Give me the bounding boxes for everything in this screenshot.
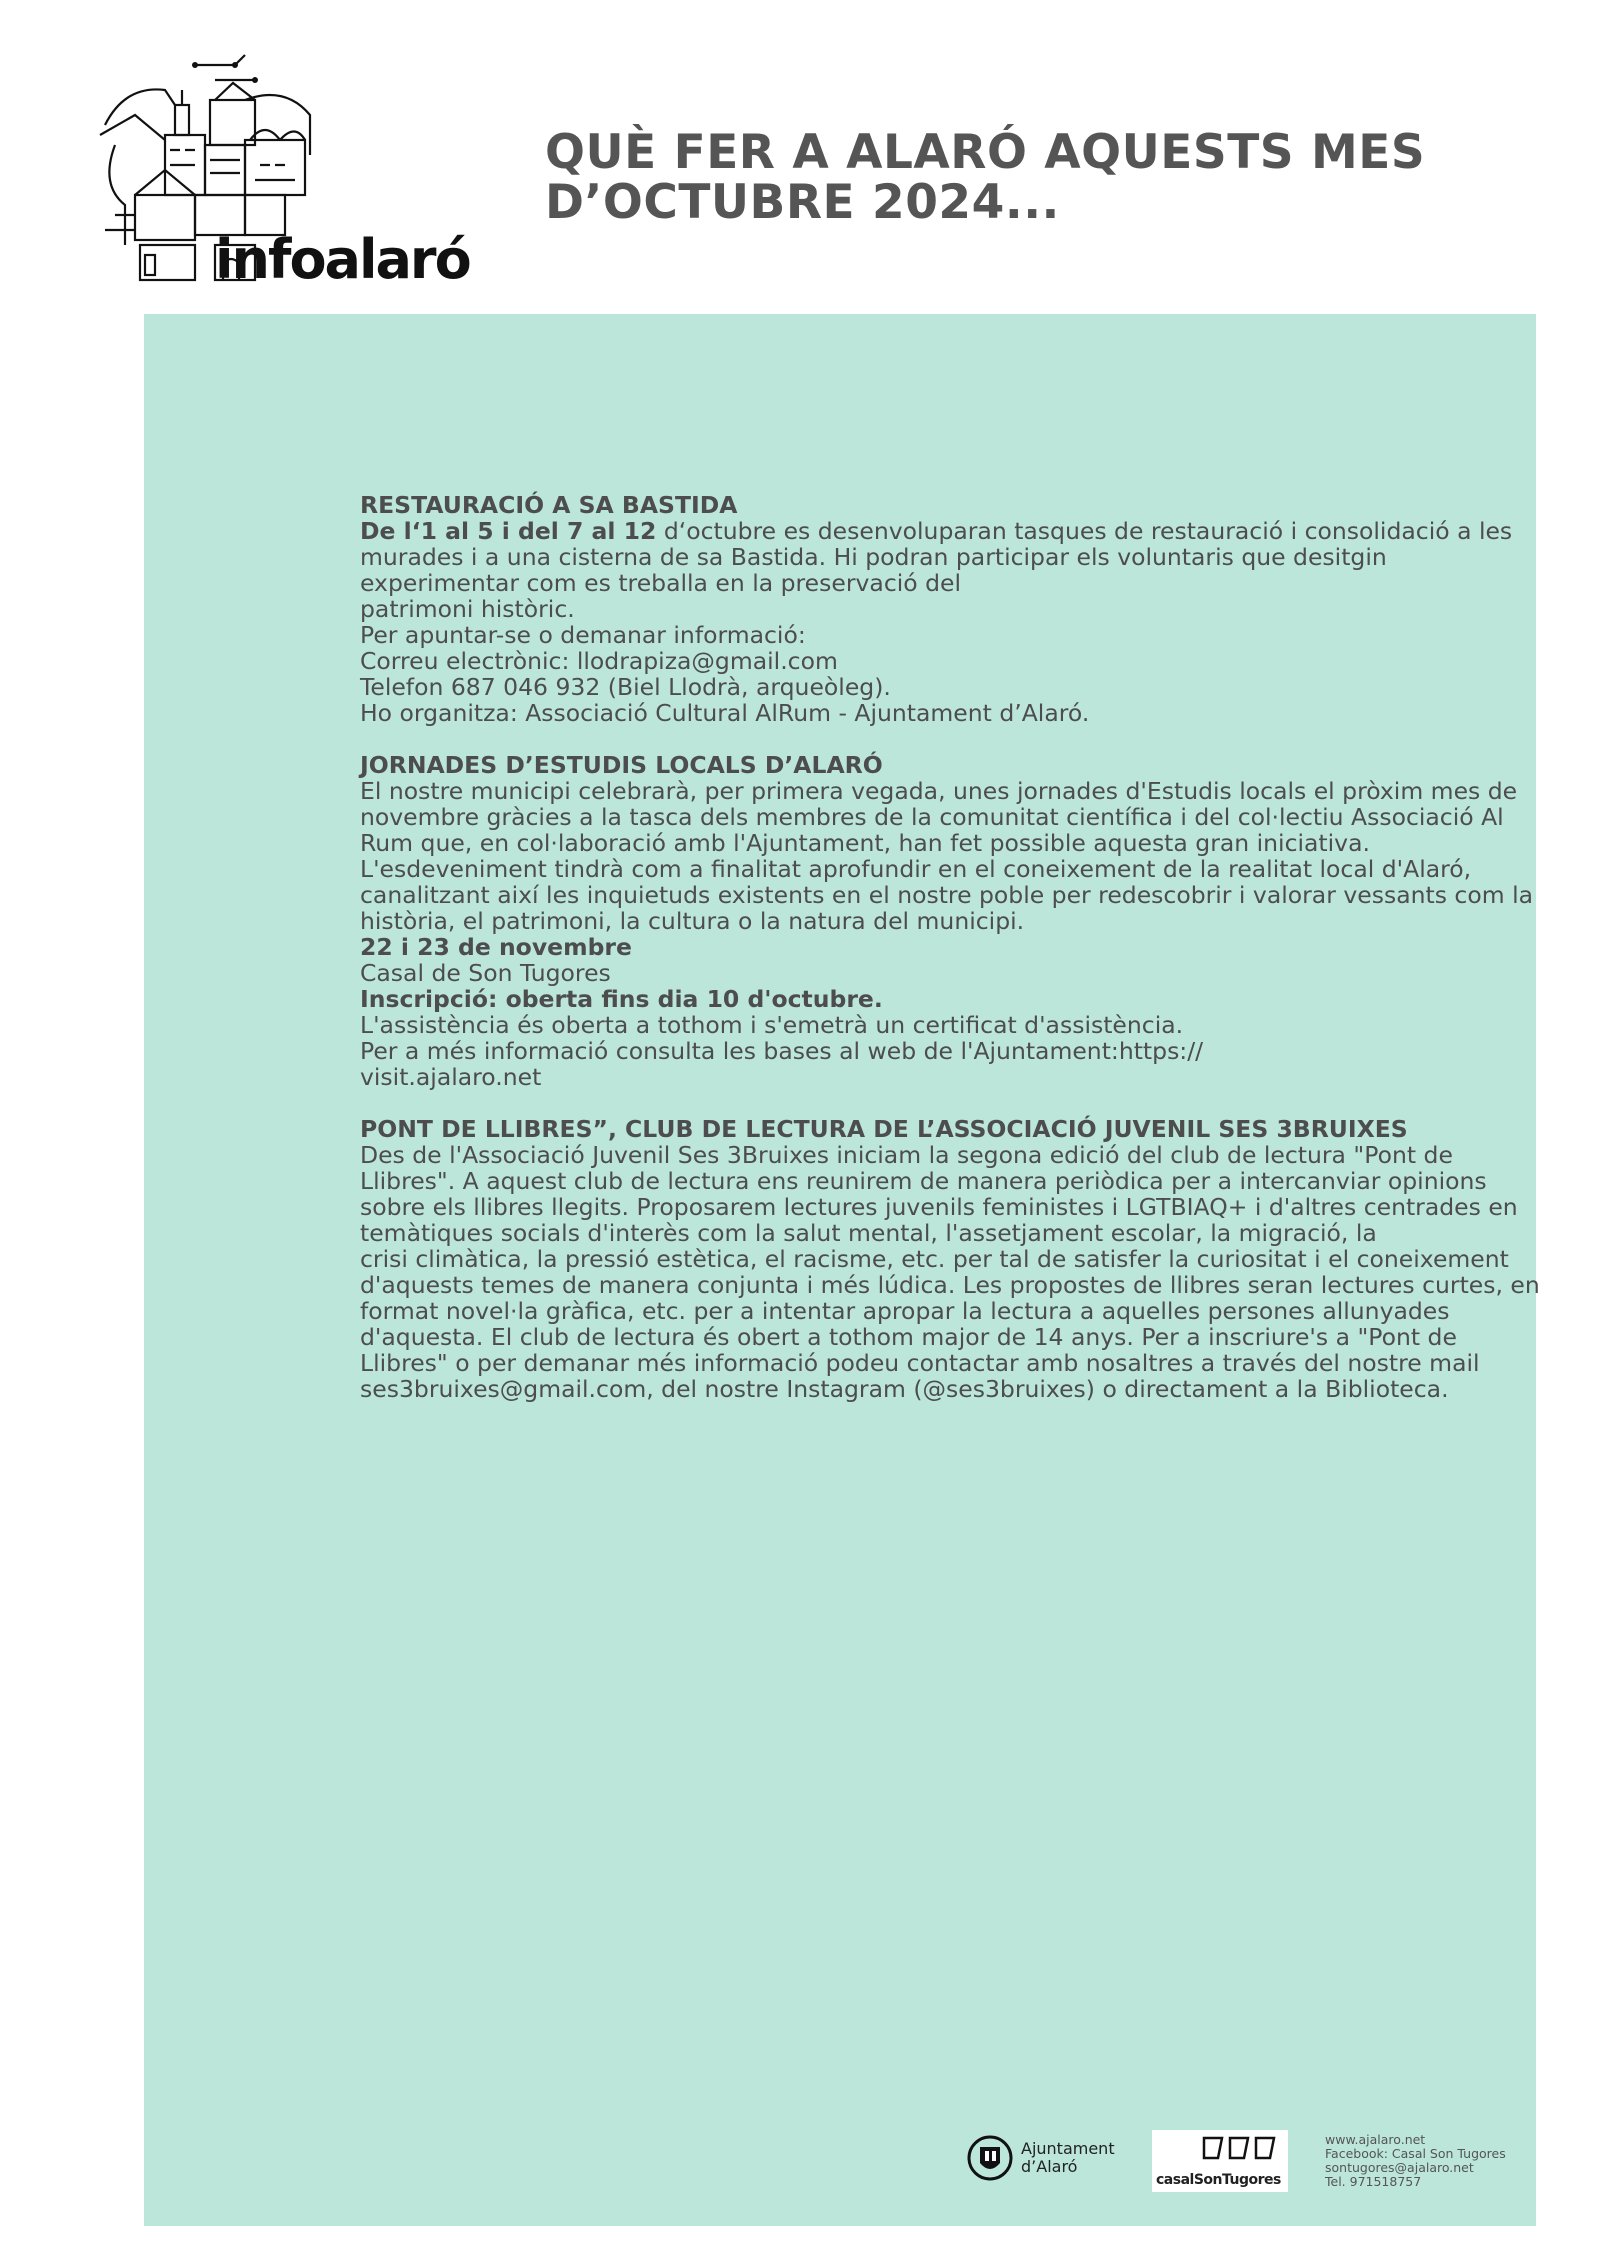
- event-description: [360, 518, 1540, 596]
- contact-web: www.ajalaro.net: [1325, 2132, 1426, 2147]
- event-organizer: Ho organitza: Associació Cultural AlRum - Ajuntament d’Alaró.: [360, 699, 1090, 727]
- event-text: d‘octubre es desenvoluparan tasques de restauració i consolidació a les murades i a una cisterna de sa Bastida. Hi podran participar els voluntaris que desitgin experimentar com es treballa en la preservació del: [360, 517, 1513, 597]
- event-text: Per a més informació consulta les bases al web de l'Ajuntament:https://: [360, 1037, 1204, 1065]
- page-title-line-2: D’OCTUBRE 2024...: [545, 175, 1060, 230]
- ajuntament-name: [1021, 2140, 1115, 2176]
- event-title: JORNADES D’ESTUDIS LOCALS D’ALARÓ: [360, 751, 883, 779]
- event-text: Des de l'Associació Juvenil Ses 3Bruixes iniciam la segona edició del club de lectura "Pont de Llibres". A aquest club de lectura ens reunirem de manera periòdica per a intercanviar opinions sobre els llibres llegits. Proposarem lectures juvenils feministes i LGTBIAQ+ i d'altres centrades en temàtiques socials d'interès com la salut mental, l'assetjament escolar, la migració, la: [360, 1141, 1518, 1247]
- event-text: L'assistència és oberta a tothom i s'emetrà un certificat d'assistència.: [360, 1011, 1184, 1039]
- contact-email: sontugores@ajalaro.net: [1325, 2160, 1474, 2175]
- event-registration: Inscripció: oberta fins dia 10 d'octubre.: [360, 985, 883, 1013]
- event-link: visit.ajalaro.net: [360, 1063, 542, 1091]
- event-restauracio: [360, 492, 1540, 726]
- event-jornades: [360, 752, 1540, 1090]
- ajuntament-name-line-2: d’Alaró: [1021, 2157, 1078, 2176]
- ajuntament-logo: [967, 2133, 1115, 2183]
- event-text: L'esdeveniment tindrà com a finalitat aprofundir en el coneixement de la realitat local d'Alaró, canalitzant així les inquietuds existents en el nostre poble per redescobrir i valorar vessants com la història, el patrimoni, la cultura o la natura del municipi.: [360, 855, 1534, 935]
- event-dates: De l‘1 al 5 i del 7 al 12: [360, 517, 657, 545]
- event-email: Correu electrònic: llodrapiza@gmail.com: [360, 647, 838, 675]
- ajuntament-name-line-1: Ajuntament: [1021, 2139, 1115, 2158]
- page-title-line-1: QUÈ FER A ALARÓ AQUESTS MES: [545, 125, 1426, 180]
- page-title: [545, 125, 1445, 230]
- event-date: 22 i 23 de novembre: [360, 933, 632, 961]
- casal-name: casalSonTugores: [1156, 2172, 1281, 2188]
- event-title: PONT DE LLIBRES”, CLUB DE LECTURA DE L’ASSOCIACIÓ JUVENIL SES 3BRUIXES: [360, 1115, 1408, 1143]
- event-text: patrimoni històric.: [360, 595, 575, 623]
- casal-mark-icon: [1152, 2132, 1288, 2166]
- infoalaro-logo: [95, 45, 470, 295]
- event-title: RESTAURACIÓ A SA BASTIDA: [360, 491, 738, 519]
- casal-son-tugores-logo: [1152, 2130, 1288, 2192]
- event-phone: Telefon 687 046 932 (Biel Llodrà, arqueòleg).: [360, 673, 891, 701]
- contact-info: [1325, 2133, 1506, 2189]
- event-pont-de-llibres: [360, 1116, 1540, 1402]
- logo-wordmark: infoalaró: [215, 228, 470, 291]
- event-text: Per apuntar-se o demanar informació:: [360, 621, 806, 649]
- events-list: [360, 492, 1540, 1428]
- event-text: crisi climàtica, la pressió estètica, el racisme, etc. per tal de satisfer la curiositat i el coneixement d'aquests temes de manera conjunta i més lúdica. Les propostes de llibres seran lectures curtes, en format novel·la gràfica, etc. per a intentar apropar la lectura a aquelles persones allunyades d'aquesta. El club de lectura és obert a tothom major de 14 anys. Per a inscriure's a "Pont de Llibres" o per demanar més informació podeu contactar amb nosaltres a través del nostre mail ses3bruixes@gmail.com, del nostre Instagram (@ses3bruixes) o directament a la Biblioteca.: [360, 1245, 1540, 1403]
- event-place: Casal de Son Tugores: [360, 959, 611, 987]
- contact-facebook: Facebook: Casal Son Tugores: [1325, 2146, 1506, 2161]
- coat-of-arms-icon: [967, 2133, 1013, 2183]
- contact-phone: Tel. 971518757: [1325, 2174, 1422, 2189]
- event-text: El nostre municipi celebrarà, per primera vegada, unes jornades d'Estudis locals el pròxim mes de novembre gràcies a la tasca dels membres de la comunitat científica i del col·lectiu Associació Al Rum que, en col·laboració amb l'Ajuntament, han fet possible aquesta gran iniciativa.: [360, 777, 1518, 857]
